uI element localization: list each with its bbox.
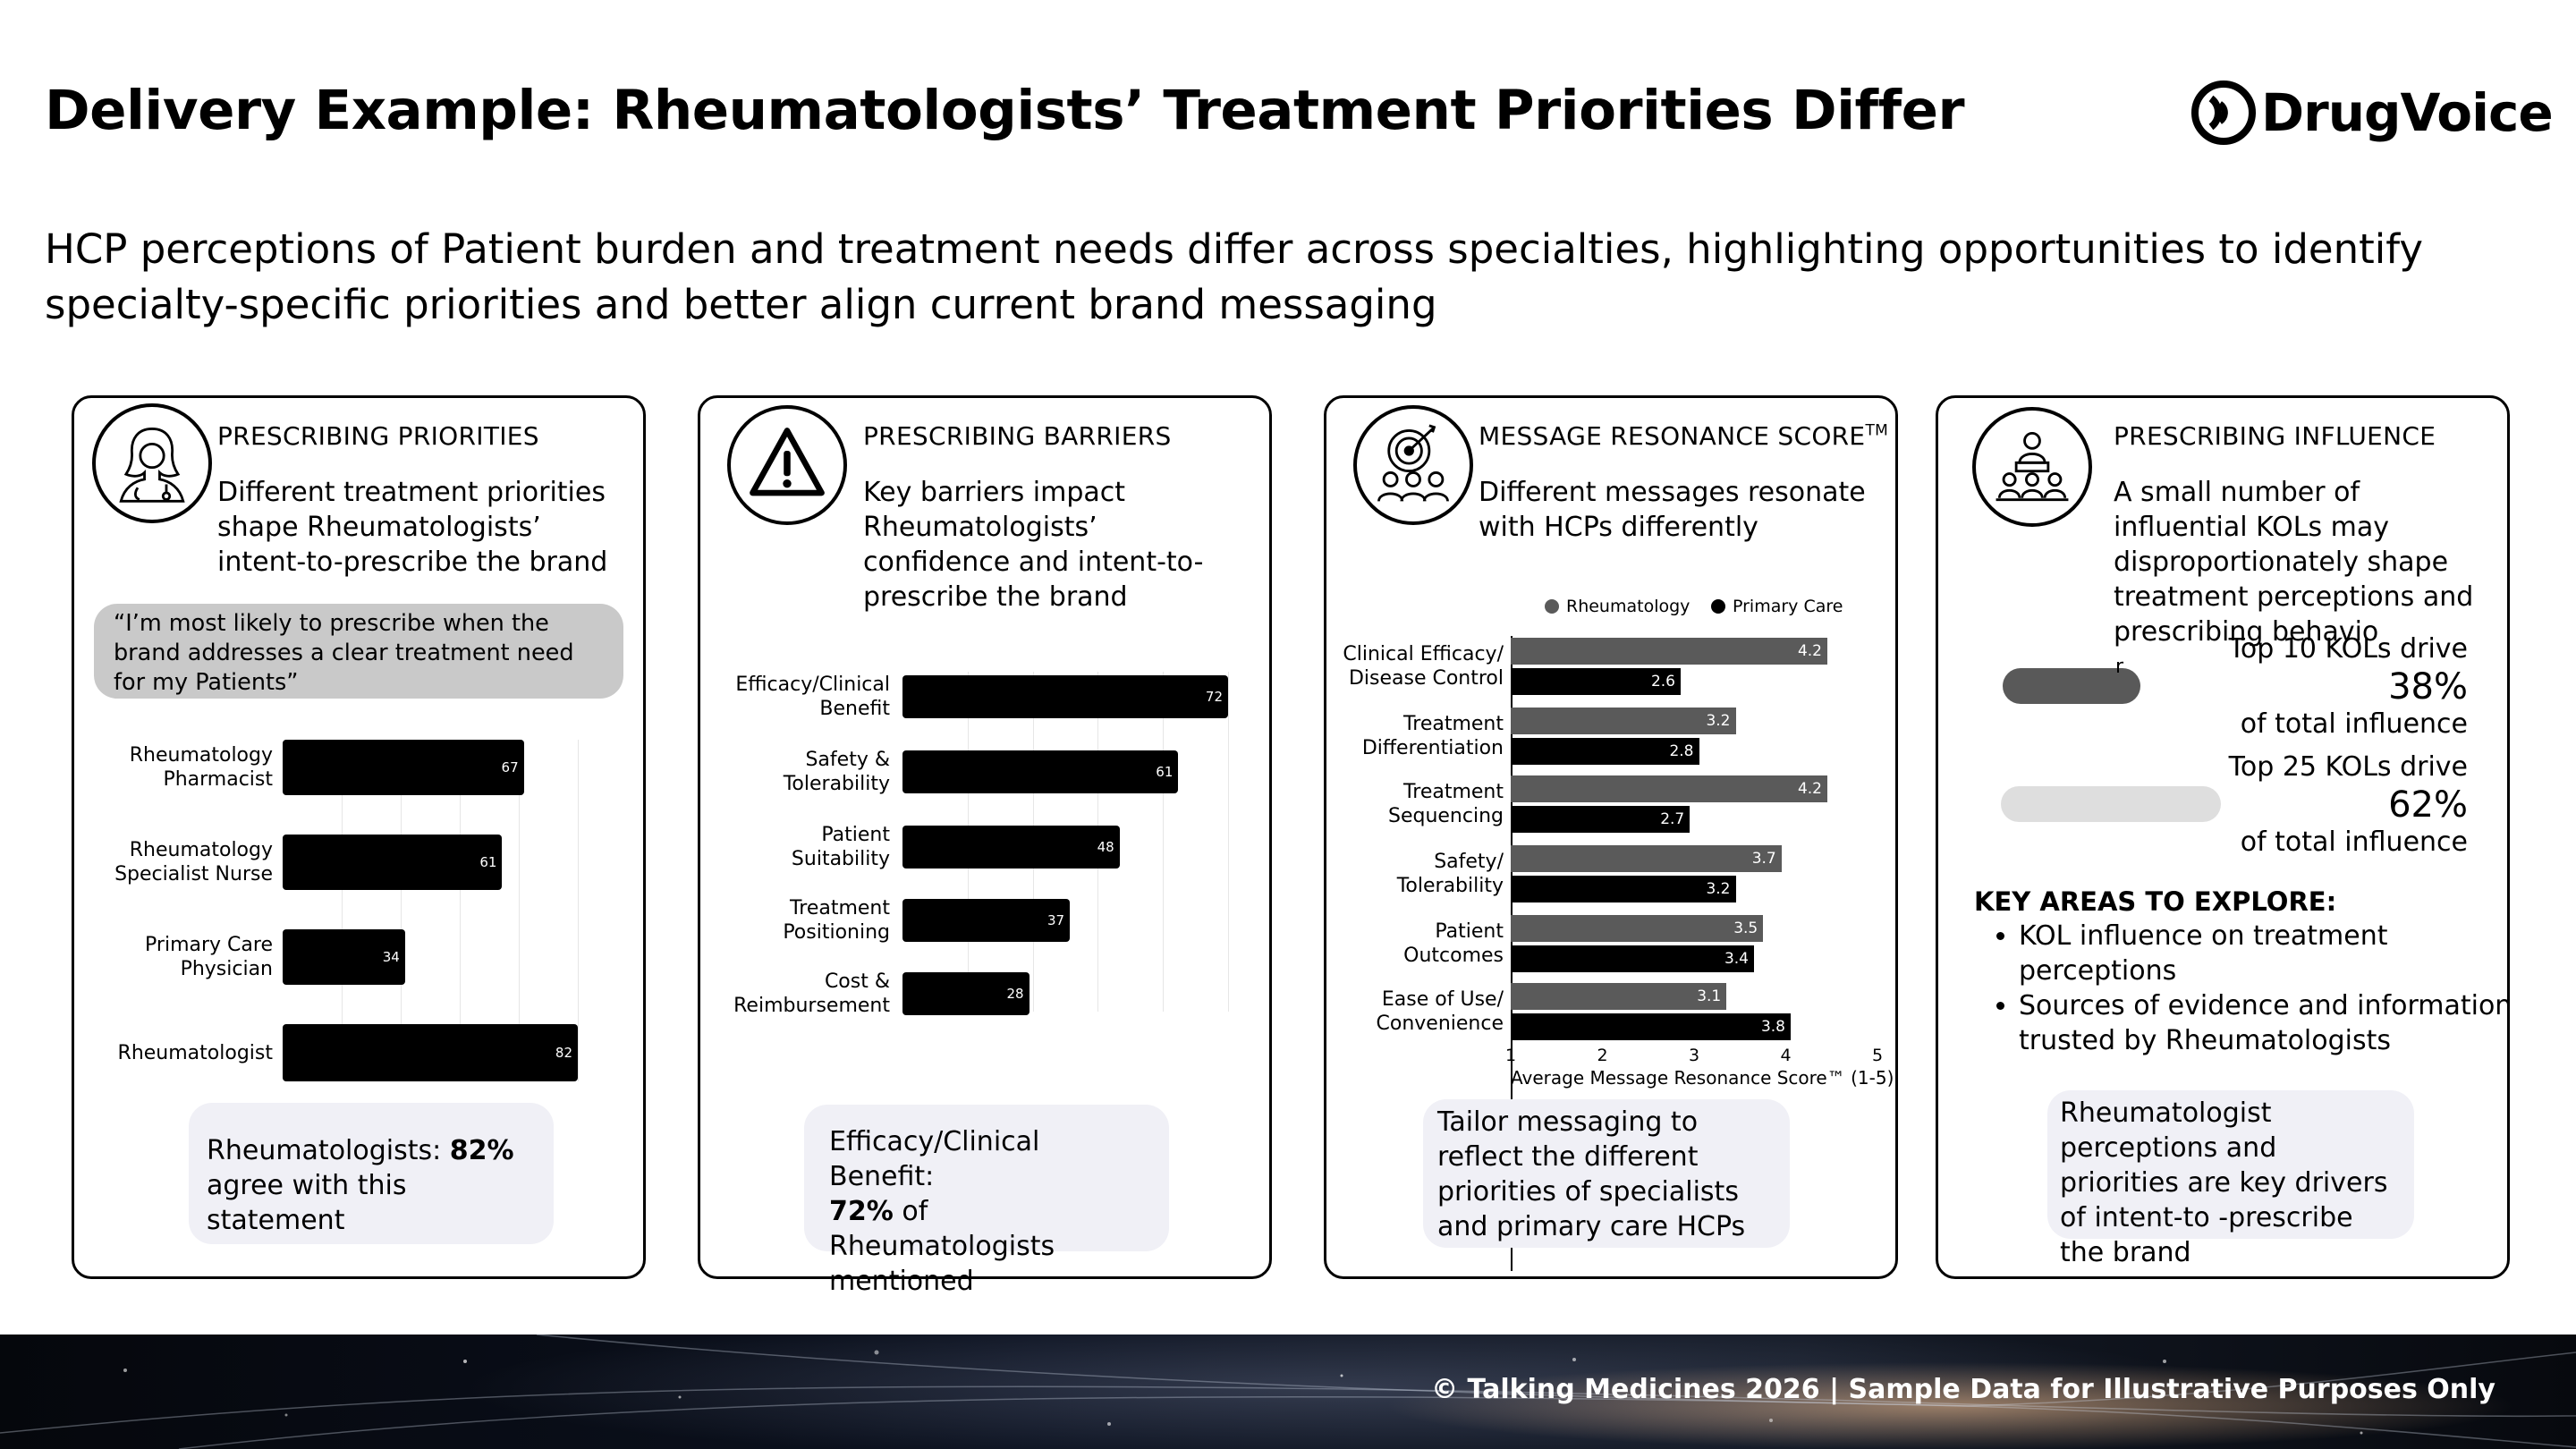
card-message-resonance — [1324, 395, 1898, 1279]
callout-box — [804, 1105, 1169, 1297]
logo-text: DrugVoice — [2261, 82, 2553, 143]
x-tick-label: 3 — [1688, 1046, 1700, 1065]
bar — [1511, 738, 1699, 765]
bar-value-label: 67 — [501, 759, 519, 775]
category-label: Rheumatology Specialist Nurse — [114, 839, 273, 886]
bar — [1511, 983, 1726, 1010]
card-title — [1479, 421, 1888, 451]
x-tick-label: 2 — [1597, 1046, 1608, 1065]
bar — [1511, 668, 1681, 695]
bar-value-label: 48 — [1097, 839, 1114, 855]
bar — [1511, 1013, 1791, 1040]
category-label: Safety/ Tolerability — [1396, 851, 1504, 897]
bar — [1511, 708, 1736, 734]
legend-label: Primary Care — [1733, 597, 1843, 616]
category-label: Treatment Sequencing — [1387, 781, 1504, 827]
gridline — [578, 740, 579, 1081]
bar-value-label: 3.2 — [1706, 880, 1731, 898]
bar-value-label: 82 — [555, 1045, 572, 1061]
kol-top-label: Top 10 KOLs drive — [2228, 633, 2468, 665]
bar — [283, 929, 405, 985]
kol-bottom-label: of total influence — [2240, 708, 2468, 740]
bar-value-label: 3.8 — [1760, 1018, 1785, 1036]
category-label: Rheumatology Pharmacist — [129, 744, 273, 791]
stray-mark: r — [2115, 656, 2124, 678]
bar-value-label: 61 — [479, 854, 497, 870]
doctor-icon — [92, 403, 212, 523]
bar — [1511, 806, 1690, 833]
kol-bar-top25 — [2001, 786, 2221, 822]
card-prescribing-barriers — [698, 395, 1272, 1297]
x-tick-label: 4 — [1780, 1046, 1792, 1065]
category-label: Clinical Efficacy/ Disease Control — [1343, 643, 1504, 690]
card-prescribing-influence — [1936, 395, 2510, 1279]
callout-suffix: agree with this statement — [207, 1170, 407, 1236]
bar-value-label: 72 — [1205, 689, 1223, 705]
category-label: Patient Suitability — [791, 824, 890, 870]
presenter-icon — [1972, 407, 2092, 527]
card-prescribing-priorities — [72, 395, 646, 1279]
bar — [1511, 845, 1782, 872]
category-label: Primary Care Physician — [145, 934, 273, 980]
bar-value-label: 3.7 — [1751, 850, 1776, 868]
bar-value-label: 2.8 — [1669, 742, 1694, 760]
legend-item — [1545, 597, 1690, 616]
kol-bottom-label: of total influence — [2240, 826, 2468, 858]
callout-percent: 72% — [829, 1196, 894, 1227]
kol-stat-top25 — [2207, 750, 2468, 860]
card-description: Different messages resonate with HCPs differently — [1479, 477, 1866, 543]
category-label: Treatment Positioning — [783, 897, 890, 944]
footer-banner — [0, 1335, 2576, 1449]
category-label: Treatment Differentiation — [1361, 713, 1504, 759]
x-axis-label: Average Message Resonance Score™ (1-5) — [1511, 1067, 1894, 1089]
bar-value-label: 4.2 — [1797, 642, 1822, 660]
key-areas-title: KEY AREAS TO EXPLORE: — [1974, 886, 2337, 917]
legend-swatch — [1545, 599, 1559, 614]
bar-value-label: 28 — [1006, 986, 1024, 1002]
bar — [902, 899, 1070, 942]
category-label: Efficacy/Clinical Benefit — [735, 674, 890, 720]
bar-value-label: 61 — [1156, 764, 1174, 780]
legend-item — [1711, 597, 1843, 616]
callout-prefix: Rheumatologists: — [207, 1135, 450, 1166]
trademark-symbol: TM — [1865, 421, 1889, 440]
bar-value-label: 2.6 — [1650, 673, 1675, 691]
legend-label: Rheumatology — [1566, 597, 1690, 616]
callout-box — [189, 1103, 554, 1244]
bar-value-label: 37 — [1046, 912, 1065, 928]
category-label: Patient Outcomes — [1403, 920, 1504, 967]
x-tick-label: 5 — [1871, 1046, 1884, 1065]
card-title: PRESCRIBING PRIORITIES — [217, 421, 539, 451]
kol-percent: 62% — [2388, 784, 2468, 826]
bar — [1511, 945, 1754, 972]
card-description: Different treatment priorities shape Rheumatologists’ intent-to-prescribe the brand — [217, 477, 608, 578]
bar — [902, 750, 1178, 793]
list-item: • KOL influence on treatment perceptions — [2019, 919, 2520, 988]
bar-value-label: 2.7 — [1660, 810, 1685, 828]
quote-box: “I’m most likely to prescribe when the brand addresses a clear treatment need for my Patients” — [94, 604, 623, 699]
bar-value-label: 3.2 — [1706, 712, 1731, 730]
bar-value-label: 3.4 — [1724, 950, 1749, 968]
bar — [283, 740, 524, 795]
callout-line1: Efficacy/Clinical Benefit: — [829, 1126, 1040, 1192]
gridline — [1163, 672, 1164, 1012]
callout-box: Rheumatologist perceptions and priorities are key drivers of intent-to -prescribe the brand — [2047, 1090, 2414, 1239]
category-label: Ease of Use/ Convenience — [1376, 988, 1504, 1035]
bar-value-label: 34 — [382, 949, 400, 965]
category-label: Cost & Reimbursement — [733, 970, 890, 1017]
bar — [1511, 915, 1763, 942]
x-tick-label: 1 — [1504, 1046, 1517, 1065]
callout-box: Tailor messaging to reflect the different priorities of specialists and primary care HCPs — [1423, 1099, 1790, 1248]
page-title: Delivery Example: Rheumatologists’ Treatment Priorities Differ — [45, 79, 1965, 142]
bar — [902, 972, 1030, 1015]
footer-text: © Talking Medicines 2026 | Sample Data for Illustrative Purposes Only — [1431, 1374, 2496, 1405]
drugvoice-logo — [2190, 77, 2553, 148]
drugvoice-logo-icon — [2190, 79, 2258, 147]
list-item: • Sources of evidence and information trusted by Rheumatologists — [2019, 988, 2520, 1058]
bar — [1511, 775, 1827, 802]
legend-swatch — [1711, 599, 1725, 614]
category-label: Safety & Tolerability — [783, 749, 890, 795]
bar-value-label: 4.2 — [1797, 780, 1822, 798]
bar — [283, 835, 502, 890]
gridline — [1228, 672, 1229, 1012]
card-title: PRESCRIBING INFLUENCE — [2114, 421, 2436, 451]
bar — [1511, 638, 1827, 665]
bar — [1511, 876, 1736, 902]
callout-suffix: of Rheumatologists mentioned — [829, 1196, 1055, 1297]
warning-icon — [727, 405, 847, 525]
target-audience-icon — [1353, 405, 1473, 525]
callout-percent: 82% — [449, 1135, 514, 1166]
bar — [902, 826, 1120, 869]
bar — [283, 1024, 578, 1081]
bar-value-label: 3.5 — [1733, 919, 1758, 937]
card-description: Key barriers impact Rheumatologists’ confidence and intent-to-prescribe the brand — [863, 477, 1204, 613]
kol-percent: 38% — [2388, 666, 2468, 708]
bar — [902, 675, 1228, 718]
kol-top-label: Top 25 KOLs drive — [2228, 751, 2468, 783]
bar-value-label: 3.1 — [1697, 987, 1722, 1005]
page-subtitle: HCP perceptions of Patient burden and treatment needs differ across specialties, highlighting opportunities to identify specialty-specific priorities and better align current brand messaging — [45, 225, 2423, 328]
kol-stat-top10 — [2207, 632, 2468, 741]
card-title: PRESCRIBING BARRIERS — [863, 421, 1172, 451]
card-description: A small number of influential KOLs may disproportionately shape treatment perceptions and prescribing behavio — [2114, 477, 2474, 648]
key-areas-list — [1976, 919, 2520, 1058]
category-label: Rheumatologist — [117, 1041, 273, 1064]
card-title-text: MESSAGE RESONANCE SCORE — [1479, 421, 1866, 451]
